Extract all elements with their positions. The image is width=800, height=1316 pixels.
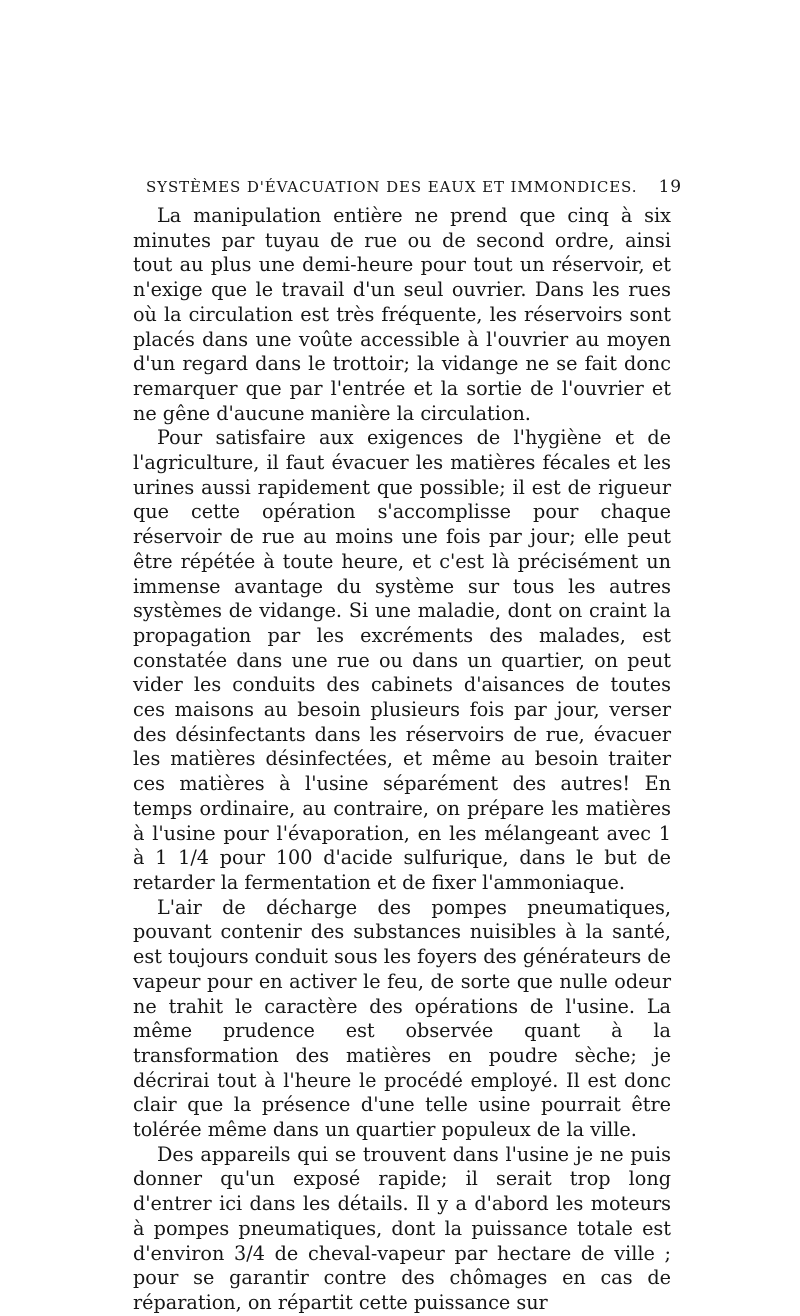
paragraph-2: Pour satisfaire aux exigences de l'hygiène et de l'agriculture, il faut évacuer les matières fécales et les urines aussi rapidement que possible; il est de rigueur que cette opération s'accomplisse pour chaque réservoir de rue au moins une fois par jour; elle peut être répétée à toute heure, et c'est là précisément un immense avantage du système sur tous les autres systèmes de vidange. Si une maladie, dont on craint la propagation par les excréments des malades, est constatée dans une rue ou dans un quartier, on peut vider les conduits des cabinets d'aisances de toutes ces maisons au besoin plusieurs fois par jour, verser des désinfectants dans les réservoirs de rue, évacuer les matières désinfectées, et même au besoin traiter ces matières à l'usine séparément des autres! En temps ordinaire, au contraire, on prépare les matières à l'usine pour l'évaporation, en les mélangeant avec 1 à 1 1/4 pour 100 d'acide sulfurique, dans le but de retarder la fermentation et de fixer l'ammoniaque. <box>133 426 671 894</box>
body-text <box>133 204 671 1316</box>
paragraph-4: Des appareils qui se trouvent dans l'usine je ne puis donner qu'un exposé rapide; il serait trop long d'entrer ici dans les détails. Il y a d'abord les moteurs à pompes pneumatiques, dont la puissance totale est d'environ 3/4 de cheval-vapeur par hectare de ville ; pour se garantir contre des chômages en cas de réparation, on répartit cette puissance sur <box>133 1142 671 1314</box>
paragraph-1: La manipulation entière ne prend que cinq à six minutes par tuyau de rue ou de second ordre, ainsi tout au plus une demi-heure pour tout un réservoir, et n'exige que le travail d'un seul ouvrier. Dans les rues où la circulation est très fréquente, les réservoirs sont placés dans une voûte accessible à l'ouvrier au moyen d'un regard dans le trottoir; la vidange ne se fait donc remarquer que par l'entrée et la sortie de l'ouvrier et ne gêne d'aucune manière la circulation. <box>133 204 671 425</box>
running-head <box>146 174 682 200</box>
running-head-title: SYSTÈMES D'ÉVACUATION DES EAUX ET IMMONDICES. <box>146 178 638 196</box>
paragraph-3: L'air de décharge des pompes pneumatiques, pouvant contenir des substances nuisibles à la santé, est toujours conduit sous les foyers des générateurs de vapeur pour en activer le feu, de sorte que nulle odeur ne trahit le caractère des opérations de l'usine. La même prudence est observée quant à la transformation des matières en poudre sèche; je décrirai tout à l'heure le procédé employé. Il est donc clair que la présence d'une telle usine pourrait être tolérée même dans un quartier populeux de la ville. <box>133 895 671 1142</box>
page-number: 19 <box>658 177 682 197</box>
